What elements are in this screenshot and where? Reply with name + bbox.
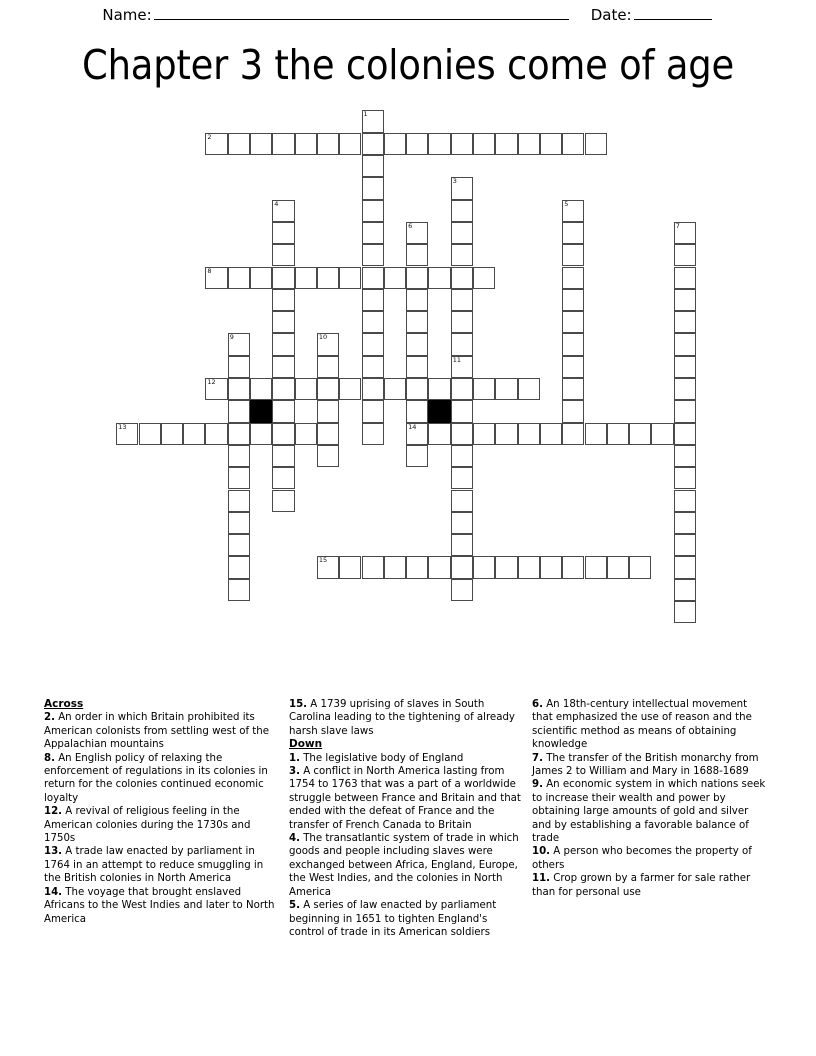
grid-cell[interactable] [116, 423, 138, 445]
grid-cell[interactable] [272, 267, 294, 289]
grid-cell[interactable] [674, 356, 696, 378]
grid-cell[interactable] [540, 133, 562, 155]
cell-number: 2 [207, 132, 212, 141]
cell-number: 14 [408, 422, 417, 431]
clue-item [44, 805, 282, 845]
grid-cell[interactable] [451, 289, 473, 311]
grid-cell[interactable] [272, 289, 294, 311]
grid-cell[interactable] [272, 400, 294, 422]
grid-cell[interactable] [228, 534, 250, 556]
clue-number: 2. [44, 712, 55, 724]
grid-cell[interactable] [362, 110, 384, 132]
grid-cell[interactable] [295, 378, 317, 400]
grid-cell[interactable] [406, 400, 428, 422]
grid-cell[interactable] [250, 378, 272, 400]
grid-cell[interactable] [540, 423, 562, 445]
grid-cell[interactable] [406, 244, 428, 266]
grid-cell[interactable] [451, 311, 473, 333]
grid-cell[interactable] [406, 356, 428, 378]
across-heading: Across [44, 698, 84, 710]
clue-text: An economic system in which nations seek to increase their wealth and power by obtaining large amounts of gold and silver and by establishing a favorable balance of trade [532, 779, 766, 845]
grid-cell[interactable] [250, 423, 272, 445]
clue-item [44, 711, 282, 751]
grid-cell[interactable] [362, 400, 384, 422]
grid-cell[interactable] [451, 200, 473, 222]
grid-cell[interactable] [362, 556, 384, 578]
cell-number: 8 [207, 266, 212, 275]
grid-cell[interactable] [406, 222, 428, 244]
grid-cell[interactable] [562, 356, 584, 378]
clue-text: The transatlantic system of trade in which goods and people including slaves were exchanged between Africa, England, Europe, the West Indies, and the colonies in North America [289, 833, 519, 898]
grid-block-cell [428, 400, 450, 422]
grid-cell[interactable] [272, 356, 294, 378]
grid-cell[interactable] [406, 267, 428, 289]
grid-cell[interactable] [585, 556, 607, 578]
grid-cell[interactable] [406, 423, 428, 445]
grid-cell[interactable] [384, 556, 406, 578]
grid-cell[interactable] [362, 311, 384, 333]
grid-cell[interactable] [362, 155, 384, 177]
clue-item [289, 765, 525, 832]
clue-item [44, 752, 282, 806]
grid-cell[interactable] [674, 222, 696, 244]
grid-cell[interactable] [272, 490, 294, 512]
cell-number: 3 [452, 177, 457, 186]
grid-cell[interactable] [317, 445, 339, 467]
clue-item [532, 845, 767, 872]
grid-cell[interactable] [139, 423, 161, 445]
grid-cell[interactable] [629, 423, 651, 445]
grid-cell[interactable] [674, 445, 696, 467]
clue-item [289, 899, 525, 939]
grid-cell[interactable] [428, 378, 450, 400]
grid-cell[interactable] [562, 222, 584, 244]
clue-number: 15. [289, 699, 308, 710]
grid-cell[interactable] [384, 267, 406, 289]
grid-cell[interactable] [228, 333, 250, 355]
grid-cell[interactable] [339, 133, 361, 155]
clue-text: A revival of religious feeling in the American colonies during the 1730s and 1750s [44, 806, 251, 845]
grid-cell[interactable] [272, 311, 294, 333]
clue-item [289, 832, 525, 899]
grid-cell[interactable] [339, 267, 361, 289]
grid-cell[interactable] [205, 267, 227, 289]
grid-cell[interactable] [205, 423, 227, 445]
cell-number: 15 [318, 556, 328, 565]
clue-text: A 1739 uprising of slaves in South Carolina leading to the tightening of already harsh slave laws [289, 699, 515, 737]
grid-cell[interactable] [674, 423, 696, 445]
grid-cell[interactable] [562, 289, 584, 311]
grid-cell[interactable] [272, 333, 294, 355]
grid-cell[interactable] [473, 423, 495, 445]
grid-cell[interactable] [406, 445, 428, 467]
grid-cell[interactable] [362, 200, 384, 222]
grid-cell[interactable] [406, 556, 428, 578]
clue-item [532, 778, 767, 845]
clue-item [289, 698, 525, 738]
grid-cell[interactable] [451, 490, 473, 512]
grid-cell[interactable] [451, 378, 473, 400]
grid-cell[interactable] [250, 267, 272, 289]
grid-cell[interactable] [518, 423, 540, 445]
grid-cell[interactable] [406, 133, 428, 155]
clue-text: The transfer of the British monarchy from James 2 to William and Mary in 1688-1689 [532, 752, 759, 778]
grid-cell[interactable] [406, 289, 428, 311]
grid-block-cell [250, 400, 272, 422]
clue-column-3 [532, 698, 774, 998]
grid-cell[interactable] [406, 333, 428, 355]
grid-cell[interactable] [451, 177, 473, 199]
clue-columns [44, 698, 774, 998]
cell-number: 4 [274, 199, 279, 208]
grid-cell[interactable] [228, 579, 250, 601]
clue-number: 1. [289, 752, 300, 764]
grid-cell[interactable] [651, 423, 673, 445]
grid-cell[interactable] [674, 556, 696, 578]
grid-cell[interactable] [228, 267, 250, 289]
grid-cell[interactable] [183, 423, 205, 445]
grid-cell[interactable] [674, 311, 696, 333]
grid-cell[interactable] [451, 400, 473, 422]
grid-cell[interactable] [228, 400, 250, 422]
grid-cell[interactable] [451, 222, 473, 244]
grid-cell[interactable] [428, 556, 450, 578]
grid-cell[interactable] [585, 133, 607, 155]
grid-cell[interactable] [295, 267, 317, 289]
grid-cell[interactable] [317, 133, 339, 155]
grid-cell[interactable] [272, 445, 294, 467]
grid-cell[interactable] [674, 512, 696, 534]
grid-cell[interactable] [317, 267, 339, 289]
grid-cell[interactable] [674, 400, 696, 422]
grid-cell[interactable] [473, 133, 495, 155]
grid-cell[interactable] [674, 467, 696, 489]
grid-cell[interactable] [518, 133, 540, 155]
clue-number: 10. [532, 846, 551, 858]
grid-cell[interactable] [205, 378, 227, 400]
grid-cell[interactable] [451, 133, 473, 155]
grid-cell[interactable] [317, 356, 339, 378]
clue-text: A conflict in North America lasting from 1754 to 1763 that was a part of a worldwide struggle between France and Britain and that ended with the defeat of France and the transfer of French Canada to Britain [289, 766, 521, 831]
grid-cell[interactable] [451, 244, 473, 266]
grid-cell[interactable] [228, 490, 250, 512]
grid-cell[interactable] [362, 244, 384, 266]
grid-cell[interactable] [272, 378, 294, 400]
grid-cell[interactable] [518, 378, 540, 400]
grid-cell[interactable] [674, 490, 696, 512]
clue-text: A series of law enacted by parliament beginning in 1651 to tighten England's control of trade in its American soldiers [289, 900, 497, 938]
grid-cell[interactable] [428, 423, 450, 445]
clue-item [44, 845, 282, 885]
cell-number: 7 [675, 221, 680, 230]
clue-text: Crop grown by a farmer for sale rather than for personal use [532, 873, 751, 898]
grid-cell[interactable] [607, 423, 629, 445]
grid-cell[interactable] [674, 244, 696, 266]
grid-cell[interactable] [428, 133, 450, 155]
cell-number: 11 [452, 355, 461, 364]
grid-cell[interactable] [562, 400, 584, 422]
clue-item [532, 698, 767, 752]
grid-cell[interactable] [317, 556, 339, 578]
grid-cell[interactable] [295, 133, 317, 155]
clue-number: 3. [289, 766, 300, 778]
clue-number: 7. [532, 752, 543, 764]
grid-cell[interactable] [362, 333, 384, 355]
grid-cell[interactable] [384, 133, 406, 155]
clue-number: 14. [44, 886, 63, 898]
clue-number: 8. [44, 752, 55, 764]
clue-item [289, 752, 525, 765]
cell-number: 1 [363, 110, 368, 119]
clue-item [532, 872, 767, 899]
grid-cell[interactable] [562, 200, 584, 222]
date-label: Date: [590, 6, 632, 24]
grid-cell[interactable] [228, 512, 250, 534]
clue-number: 6. [532, 699, 543, 710]
grid-cell[interactable] [451, 467, 473, 489]
cell-number: 6 [408, 221, 413, 230]
grid-cell[interactable] [272, 244, 294, 266]
grid-cell[interactable] [362, 133, 384, 155]
grid-cell[interactable] [451, 556, 473, 578]
grid-cell[interactable] [674, 289, 696, 311]
grid-cell[interactable] [473, 556, 495, 578]
grid-cell[interactable] [562, 556, 584, 578]
grid-cell[interactable] [228, 133, 250, 155]
grid-cell[interactable] [362, 378, 384, 400]
clue-number: 13. [44, 846, 63, 858]
grid-cell[interactable] [228, 467, 250, 489]
grid-cell[interactable] [518, 556, 540, 578]
grid-cell[interactable] [674, 579, 696, 601]
grid-cell[interactable] [495, 556, 517, 578]
clue-column-2 [289, 698, 532, 998]
grid-cell[interactable] [562, 133, 584, 155]
grid-cell[interactable] [674, 333, 696, 355]
grid-cell[interactable] [451, 356, 473, 378]
grid-cell[interactable] [228, 423, 250, 445]
grid-cell[interactable] [674, 601, 696, 623]
grid-cell[interactable] [540, 556, 562, 578]
grid-cell[interactable] [451, 333, 473, 355]
grid-cell[interactable] [406, 311, 428, 333]
grid-cell[interactable] [406, 378, 428, 400]
clue-text: The legislative body of England [299, 752, 464, 764]
grid-cell[interactable] [205, 133, 227, 155]
grid-cell[interactable] [362, 222, 384, 244]
grid-cell[interactable] [585, 423, 607, 445]
grid-cell[interactable] [362, 267, 384, 289]
grid-cell[interactable] [228, 378, 250, 400]
grid-cell[interactable] [451, 445, 473, 467]
grid-cell[interactable] [562, 244, 584, 266]
grid-cell[interactable] [629, 556, 651, 578]
grid-cell[interactable] [317, 400, 339, 422]
grid-cell[interactable] [362, 289, 384, 311]
grid-cell[interactable] [228, 445, 250, 467]
grid-cell[interactable] [272, 200, 294, 222]
page-title: Chapter 3 the colonies come of age [82, 41, 734, 89]
grid-cell[interactable] [451, 512, 473, 534]
grid-cell[interactable] [451, 423, 473, 445]
clue-item [532, 752, 767, 779]
grid-cell[interactable] [495, 133, 517, 155]
grid-cell[interactable] [272, 222, 294, 244]
grid-cell[interactable] [495, 378, 517, 400]
grid-cell[interactable] [339, 556, 361, 578]
grid-cell[interactable] [317, 333, 339, 355]
grid-cell[interactable] [607, 556, 629, 578]
clue-number: 12. [44, 806, 63, 818]
clue-text: A trade law enacted by parliament in 1764 in an attempt to reduce smuggling in the British colonies in North America [44, 846, 264, 885]
clue-number: 5. [289, 900, 300, 912]
grid-cell[interactable] [562, 423, 584, 445]
grid-cell[interactable] [339, 378, 361, 400]
grid-cell[interactable] [228, 356, 250, 378]
clue-text: An order in which Britain prohibited its American colonists from settling west of the Appalachian mountains [44, 712, 270, 751]
grid-cell[interactable] [362, 423, 384, 445]
grid-cell[interactable] [451, 267, 473, 289]
grid-cell[interactable] [674, 267, 696, 289]
grid-cell[interactable] [362, 177, 384, 199]
grid-cell[interactable] [562, 267, 584, 289]
cell-number: 10 [318, 333, 328, 342]
clue-number: 4. [289, 833, 300, 845]
grid-cell[interactable] [384, 378, 406, 400]
grid-cell[interactable] [272, 423, 294, 445]
grid-cell[interactable] [317, 423, 339, 445]
grid-cell[interactable] [674, 534, 696, 556]
grid-cell[interactable] [473, 267, 495, 289]
grid-cell[interactable] [295, 423, 317, 445]
clue-column-1 [44, 698, 289, 998]
clue-number: 11. [532, 873, 551, 885]
clue-text: The voyage that brought enslaved Africans to the West Indies and later to North America [44, 886, 275, 925]
clue-text: An English policy of relaxing the enforcement of regulations in its colonies in return for the colonies continued economic loyalty [44, 752, 268, 804]
grid-cell[interactable] [428, 267, 450, 289]
name-label: Name: [102, 6, 152, 24]
cell-number: 9 [229, 333, 234, 342]
down-heading: Down [289, 738, 323, 751]
grid-cell[interactable] [451, 579, 473, 601]
clue-text: A person who becomes the property of others [532, 846, 752, 871]
grid-cell[interactable] [161, 423, 183, 445]
grid-cell[interactable] [562, 333, 584, 355]
clue-item [44, 886, 282, 926]
grid-cell[interactable] [562, 378, 584, 400]
grid-cell[interactable] [562, 311, 584, 333]
cell-number: 13 [118, 422, 127, 431]
grid-cell[interactable] [250, 133, 272, 155]
grid-cell[interactable] [495, 423, 517, 445]
grid-cell[interactable] [674, 378, 696, 400]
grid-cell[interactable] [317, 378, 339, 400]
grid-cell[interactable] [473, 378, 495, 400]
clue-number: 9. [532, 779, 543, 791]
grid-cell[interactable] [228, 556, 250, 578]
cell-number: 5 [564, 199, 569, 208]
clue-text: An 18th-century intellectual movement that emphasized the use of reason and the scientific method as means of obtaining knowledge [532, 699, 752, 751]
grid-cell[interactable] [272, 133, 294, 155]
grid-cell[interactable] [272, 467, 294, 489]
cell-number: 12 [207, 378, 216, 386]
grid-cell[interactable] [451, 534, 473, 556]
grid-cell[interactable] [362, 356, 384, 378]
